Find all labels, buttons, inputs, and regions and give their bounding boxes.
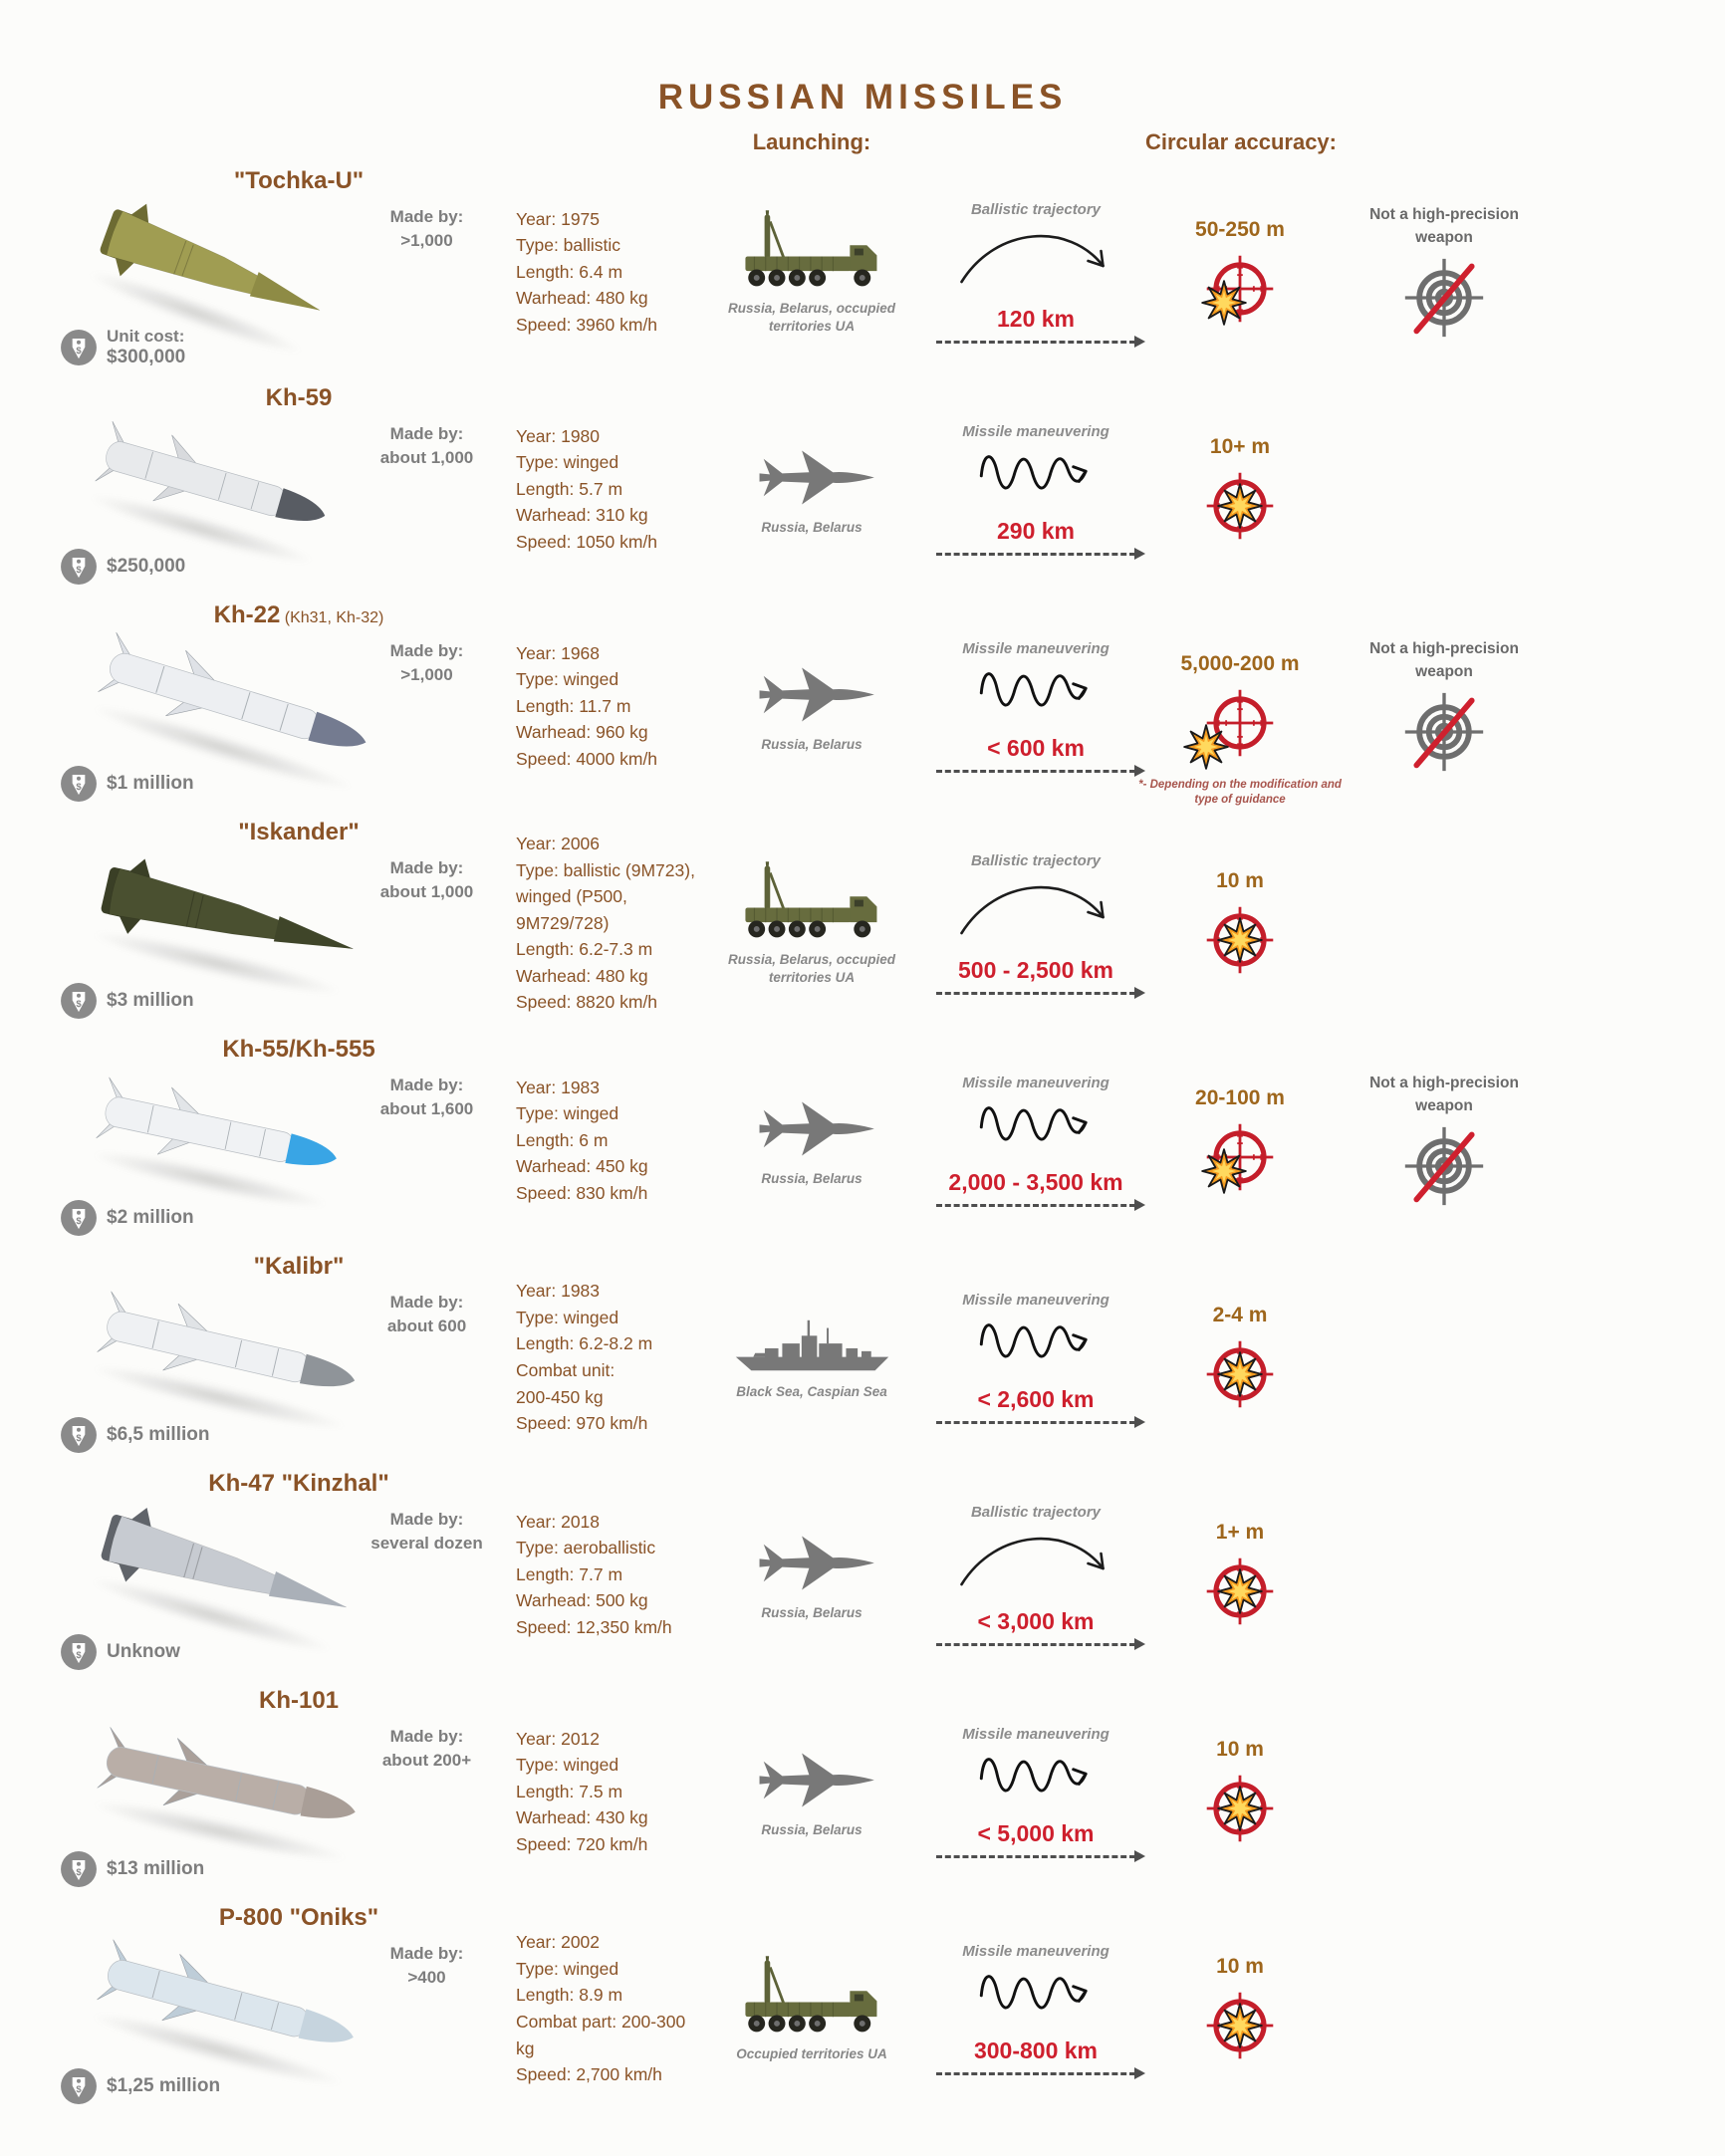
missile-cell xyxy=(60,1900,498,2117)
svg-text:$: $ xyxy=(76,781,82,793)
unit-cost-value: $3 million xyxy=(107,990,194,1011)
spec-line: Year: 1983 xyxy=(516,1281,601,1302)
fighter-jet-icon xyxy=(745,657,879,732)
accuracy-cell xyxy=(1145,1032,1335,1249)
missile-graphic-round xyxy=(81,1280,376,1427)
spec-line: Length: 6.2-7.3 m xyxy=(516,939,653,960)
missile-row xyxy=(60,1900,1725,2117)
trajectory-cell xyxy=(926,1683,1145,1900)
accuracy-value: 10 m xyxy=(1216,869,1264,892)
unit-cost-value: Unknow xyxy=(107,1641,180,1662)
price-tag-icon xyxy=(60,765,98,803)
unit-cost xyxy=(60,1633,180,1671)
range-arrow-icon xyxy=(936,992,1135,995)
explosion-icon xyxy=(1217,2003,1263,2048)
missile-row xyxy=(60,380,1725,598)
spec-line: Speed: 8820 km/h xyxy=(516,992,658,1013)
svg-text:$: $ xyxy=(76,1215,82,1227)
price-tag-icon xyxy=(60,2067,98,2105)
price-tag-icon xyxy=(60,1199,98,1237)
spec-line: Year: 2002 xyxy=(516,1932,601,1953)
range-arrow-icon xyxy=(936,2072,1135,2075)
explosion-icon xyxy=(1217,1568,1263,1614)
missile-maneuvering-icon xyxy=(974,1311,1099,1372)
spec-line: Speed: 830 km/h xyxy=(516,1182,648,1203)
made-by xyxy=(360,424,494,468)
missile-specs xyxy=(498,380,697,598)
trajectory-cell xyxy=(926,598,1145,815)
unit-cost-label: Unit cost: xyxy=(107,327,185,346)
missile-graphic-round xyxy=(82,1716,377,1858)
spec-line: Year: 2012 xyxy=(516,1728,601,1749)
missile-image xyxy=(81,1280,376,1427)
trajectory-label: Ballistic trajectory xyxy=(970,851,1102,869)
spec-line: Year: 1968 xyxy=(516,642,601,663)
missile-cell xyxy=(60,380,498,598)
unit-cost xyxy=(60,982,194,1020)
explosion-icon xyxy=(1183,724,1229,770)
launch-locations: Russia, Belarus xyxy=(761,1605,862,1621)
range-value: 500 - 2,500 km xyxy=(957,956,1113,983)
spec-line: 9M729/728) xyxy=(516,912,610,933)
target-hit-icon xyxy=(1203,903,1277,977)
unit-cost-value: $13 million xyxy=(107,1858,205,1879)
accuracy-footnote: *- Depending on the modification and type of guidance xyxy=(1138,778,1342,807)
missile-maneuvering-icon xyxy=(974,659,1099,721)
spec-line: Speed: 720 km/h xyxy=(516,1833,648,1854)
launch-locations: Russia, Belarus, occupied territories UA xyxy=(727,300,896,334)
trajectory-cell xyxy=(926,1032,1145,1249)
unit-cost xyxy=(60,2067,220,2105)
trajectory-label: Missile maneuvering xyxy=(962,422,1109,440)
spec-line: Length: 5.7 m xyxy=(516,478,623,499)
fighter-jet-icon xyxy=(745,1526,879,1600)
range-value: 290 km xyxy=(996,517,1075,544)
spec-line: Speed: 1050 km/h xyxy=(516,531,658,552)
missile-row xyxy=(60,1032,1725,1249)
launch-locations: Russia, Belarus xyxy=(761,520,862,536)
made-by-value: about 1,600 xyxy=(379,1099,474,1118)
fighter-jet-icon xyxy=(745,440,879,515)
missile-cell xyxy=(60,163,498,380)
target-hit-icon xyxy=(1203,1772,1277,1845)
made-by-value: about 1,000 xyxy=(379,448,474,467)
target-hit-icon xyxy=(1203,252,1277,326)
trajectory-cell xyxy=(926,1900,1145,2117)
spec-line: Type: aeroballistic xyxy=(516,1538,656,1558)
made-by xyxy=(360,1727,494,1771)
missile-specs xyxy=(498,163,697,380)
spec-line: Warhead: 480 kg xyxy=(516,965,648,986)
missile-maneuvering-icon xyxy=(974,1745,1099,1806)
tel-truck-icon xyxy=(737,1954,886,2041)
trajectory-cell xyxy=(926,380,1145,598)
accuracy-cell xyxy=(1145,1466,1335,1683)
price-tag-icon xyxy=(60,329,98,366)
missile-rows xyxy=(60,163,1725,2117)
made-by-label: Made by: xyxy=(389,1293,464,1312)
svg-text:$: $ xyxy=(76,2083,82,2095)
accuracy-value: 10 m xyxy=(1216,1955,1264,1978)
spec-line: Warhead: 430 kg xyxy=(516,1807,648,1828)
made-by xyxy=(360,207,494,251)
crossed-target-icon xyxy=(1401,1123,1487,1209)
launch-locations: Russia, Belarus, occupied territories UA xyxy=(727,951,896,985)
not-precise-note xyxy=(1335,598,1554,815)
circular-accuracy-header: Circular accuracy: xyxy=(1145,129,1337,154)
target-hit-icon xyxy=(1203,1555,1277,1628)
unit-cost-value: $300,000 xyxy=(107,347,186,367)
made-by-value: >400 xyxy=(407,1968,446,1987)
missile-name-suffix: (Kh31, Kh-32) xyxy=(280,609,384,626)
spec-line: Warhead: 310 kg xyxy=(516,505,648,526)
spec-line: Warhead: 960 kg xyxy=(516,722,648,743)
target-hit-icon xyxy=(1203,469,1277,543)
range-value: < 2,600 km xyxy=(977,1385,1095,1412)
accuracy-cell xyxy=(1145,1683,1335,1900)
spec-line: Combat unit: xyxy=(516,1360,616,1380)
accuracy-cell xyxy=(1145,1900,1335,2117)
missile-specs xyxy=(498,1683,697,1900)
svg-text:$: $ xyxy=(76,1432,82,1444)
price-tag-icon xyxy=(60,1416,98,1454)
svg-text:$: $ xyxy=(76,345,82,357)
made-by-label: Made by: xyxy=(389,858,464,877)
range-value: < 5,000 km xyxy=(977,1819,1095,1846)
made-by-label: Made by: xyxy=(389,1727,464,1746)
missile-row xyxy=(60,598,1725,815)
svg-text:$: $ xyxy=(76,1649,82,1661)
missile-specs xyxy=(498,1900,697,2117)
spec-line: Year: 1980 xyxy=(516,425,601,446)
unit-cost xyxy=(60,1416,209,1454)
missile-row xyxy=(60,1249,1725,1466)
trajectory-label: Ballistic trajectory xyxy=(970,1503,1102,1521)
launch-locations: Occupied territories UA xyxy=(736,2045,887,2061)
unit-cost xyxy=(60,327,185,368)
spec-line: 200-450 kg xyxy=(516,1386,604,1407)
accuracy-cell xyxy=(1138,598,1342,815)
missile-row xyxy=(60,1466,1725,1683)
launch-platform xyxy=(697,380,926,598)
made-by xyxy=(360,641,494,685)
not-precise-text: Not a high-precision weapon xyxy=(1369,205,1519,246)
not-precise-text: Not a high-precision weapon xyxy=(1369,639,1519,680)
missile-name: "Iskander" xyxy=(238,819,360,845)
spec-line: Speed: 12,350 km/h xyxy=(516,1616,672,1637)
missile-name: P-800 "Oniks" xyxy=(218,1904,379,1931)
missile-cell xyxy=(60,1032,498,1249)
missile-name: Kh-101 xyxy=(258,1687,340,1714)
accuracy-cell xyxy=(1145,815,1335,1032)
missile-row xyxy=(60,1683,1725,1900)
made-by-label: Made by: xyxy=(389,424,464,443)
unit-cost-value: $6,5 million xyxy=(107,1424,210,1445)
range-arrow-icon xyxy=(936,770,1135,773)
launch-locations: Russia, Belarus xyxy=(761,1822,862,1838)
spec-line: Warhead: 500 kg xyxy=(516,1590,648,1611)
trajectory-label: Missile maneuvering xyxy=(962,639,1109,657)
missile-cell xyxy=(60,1683,498,1900)
range-arrow-icon xyxy=(936,341,1135,344)
fighter-jet-icon xyxy=(745,1091,879,1166)
trajectory-label: Missile maneuvering xyxy=(962,1291,1109,1309)
not-precise-note xyxy=(1335,1032,1554,1249)
spec-line: Type: winged xyxy=(516,669,619,690)
made-by-value: >1,000 xyxy=(400,231,453,250)
launch-platform xyxy=(697,1249,926,1466)
missile-maneuvering-icon xyxy=(974,442,1099,504)
trajectory-cell xyxy=(926,815,1145,1032)
range-value: < 600 km xyxy=(987,734,1085,761)
launch-platform xyxy=(697,1683,926,1900)
accuracy-value: 10+ m xyxy=(1209,435,1271,458)
missile-cell xyxy=(60,598,498,815)
svg-text:$: $ xyxy=(76,998,82,1010)
price-tag-icon xyxy=(60,1850,98,1888)
missile-maneuvering-icon xyxy=(974,1093,1099,1155)
column-headers xyxy=(60,121,1725,163)
spec-line: Type: ballistic xyxy=(516,235,621,256)
launch-platform xyxy=(697,815,926,1032)
missile-name: Kh-47 "Kinzhal" xyxy=(208,1470,389,1497)
target-hit-icon xyxy=(1203,1989,1277,2062)
accuracy-value: 1+ m xyxy=(1215,1521,1265,1544)
trajectory-cell xyxy=(926,1466,1145,1683)
explosion-icon xyxy=(1217,917,1263,963)
missile-graphic-cone xyxy=(80,1493,367,1650)
range-value: 2,000 - 3,500 km xyxy=(948,1168,1123,1195)
page-title: RUSSIAN MISSILES xyxy=(657,78,1068,117)
range-arrow-icon xyxy=(936,1204,1135,1207)
launch-locations: Black Sea, Caspian Sea xyxy=(736,1383,887,1399)
explosion-icon xyxy=(1201,1148,1247,1194)
missile-cell xyxy=(60,1249,498,1466)
trajectory-label: Missile maneuvering xyxy=(962,1942,1109,1960)
unit-cost xyxy=(60,1199,194,1237)
made-by-label: Made by: xyxy=(389,1076,464,1094)
ballistic-trajectory-icon xyxy=(949,871,1123,943)
made-by xyxy=(360,1510,494,1554)
unit-cost xyxy=(60,548,185,586)
trajectory-label: Missile maneuvering xyxy=(962,1074,1109,1091)
spec-line: Length: 6 m xyxy=(516,1129,609,1150)
spec-line: Year: 1983 xyxy=(516,1077,601,1097)
accuracy-value: 20-100 m xyxy=(1195,1086,1285,1109)
missile-image xyxy=(81,1928,377,2084)
accuracy-cell xyxy=(1145,380,1335,598)
spec-line: Speed: 970 km/h xyxy=(516,1413,648,1434)
spec-line: Warhead: 450 kg xyxy=(516,1156,648,1177)
tel-truck-icon xyxy=(737,859,886,947)
made-by-value: >1,000 xyxy=(400,665,453,684)
price-tag-icon xyxy=(60,548,98,586)
price-tag-icon xyxy=(60,1633,98,1671)
accuracy-value: 5,000-200 m xyxy=(1180,652,1300,675)
range-value: 120 km xyxy=(996,305,1075,332)
trajectory-label: Ballistic trajectory xyxy=(970,200,1102,218)
missile-image xyxy=(82,1716,377,1858)
range-value: < 3,000 km xyxy=(977,1607,1095,1634)
accuracy-cell xyxy=(1145,1249,1335,1466)
made-by-label: Made by: xyxy=(389,1510,464,1529)
made-by-value: about 600 xyxy=(386,1317,467,1335)
missile-specs xyxy=(498,1466,697,1683)
made-by-value: about 200+ xyxy=(381,1751,472,1770)
spec-line: Type: winged xyxy=(516,1307,619,1327)
missile-image xyxy=(81,1067,357,1205)
missile-maneuvering-icon xyxy=(974,1962,1099,2024)
not-precise-note xyxy=(1335,163,1554,380)
explosion-icon xyxy=(1217,483,1263,529)
missile-specs xyxy=(498,1032,697,1249)
target-hit-icon xyxy=(1203,1120,1277,1194)
ballistic-trajectory-icon xyxy=(949,220,1123,292)
range-arrow-icon xyxy=(936,1643,1135,1646)
missile-cell xyxy=(60,815,498,1032)
not-precise-text: Not a high-precision weapon xyxy=(1369,1074,1519,1114)
crossed-target-icon xyxy=(1401,689,1487,775)
range-value: 300-800 km xyxy=(973,2036,1099,2063)
launch-platform xyxy=(697,163,926,380)
target-hit-icon xyxy=(1203,1337,1277,1411)
range-arrow-icon xyxy=(936,1421,1135,1424)
missile-row xyxy=(60,815,1725,1032)
crossed-target-icon xyxy=(1401,255,1487,341)
launch-platform xyxy=(697,598,926,815)
accuracy-value: 10 m xyxy=(1216,1738,1264,1761)
accuracy-value: 2-4 m xyxy=(1212,1304,1268,1326)
price-tag-icon xyxy=(60,982,98,1020)
range-arrow-icon xyxy=(936,1855,1135,1858)
spec-line: Year: 2006 xyxy=(516,833,601,853)
unit-cost xyxy=(60,765,194,803)
ballistic-trajectory-icon xyxy=(949,1523,1123,1594)
launch-locations: Russia, Belarus xyxy=(761,737,862,753)
made-by-label: Made by: xyxy=(389,641,464,660)
spec-line: Length: 6.4 m xyxy=(516,261,623,282)
missile-image xyxy=(80,1493,367,1650)
svg-text:$: $ xyxy=(76,1866,82,1878)
spec-line: Type: winged xyxy=(516,1103,619,1124)
spec-line: Year: 1975 xyxy=(516,208,601,229)
spec-line: Length: 7.5 m xyxy=(516,1781,623,1801)
explosion-icon xyxy=(1201,280,1247,326)
spec-line: Warhead: 480 kg xyxy=(516,288,648,309)
missile-name: "Kalibr" xyxy=(253,1253,345,1280)
spec-line: Length: 6.2-8.2 m xyxy=(516,1333,653,1354)
missile-name: Kh-59 xyxy=(265,384,333,411)
explosion-icon xyxy=(1217,1786,1263,1831)
launching-header: Launching: xyxy=(752,129,871,154)
unit-cost-value: $250,000 xyxy=(107,556,186,577)
missile-name: Kh-55/Kh-555 xyxy=(222,1036,375,1063)
launch-platform xyxy=(697,1900,926,2117)
missile-name: "Tochka-U" xyxy=(233,167,365,194)
unit-cost-value: $1 million xyxy=(107,773,194,794)
spec-line: Speed: 4000 km/h xyxy=(516,748,658,769)
launch-locations: Russia, Belarus xyxy=(761,1171,862,1187)
fighter-jet-icon xyxy=(745,1743,879,1817)
trajectory-label: Missile maneuvering xyxy=(962,1725,1109,1743)
made-by-label: Made by: xyxy=(389,1944,464,1963)
made-by-label: Made by: xyxy=(389,207,464,226)
unit-cost xyxy=(60,1850,204,1888)
spec-line: Length: 8.9 m xyxy=(516,1985,623,2006)
warship-icon xyxy=(730,1314,894,1379)
made-by xyxy=(360,1293,494,1336)
missile-graphic-round xyxy=(81,1928,377,2084)
made-by xyxy=(360,1076,494,1119)
spec-line: Speed: 3960 km/h xyxy=(516,314,658,335)
target-hit-icon xyxy=(1203,686,1277,760)
missile-name: Kh-22 (Kh31, Kh-32) xyxy=(213,601,384,628)
launch-platform xyxy=(697,1466,926,1683)
missile-specs xyxy=(498,598,697,815)
unit-cost-value: $2 million xyxy=(107,1207,194,1228)
trajectory-cell xyxy=(926,163,1145,380)
spec-line: Type: winged xyxy=(516,452,619,473)
missile-graphic-round xyxy=(80,410,348,563)
tel-truck-icon xyxy=(737,208,886,296)
accuracy-cell xyxy=(1145,163,1335,380)
spec-line: Length: 7.7 m xyxy=(516,1563,623,1584)
missile-specs xyxy=(498,1249,697,1466)
made-by xyxy=(360,1944,494,1988)
missile-image xyxy=(81,846,371,993)
made-by xyxy=(360,858,494,902)
spec-line: Length: 11.7 m xyxy=(516,695,631,716)
spec-line: Type: ballistic (9M723), xyxy=(516,859,695,880)
spec-line: Type: winged xyxy=(516,1755,619,1776)
spec-line: Year: 2018 xyxy=(516,1511,601,1532)
missile-row xyxy=(60,163,1725,380)
svg-text:$: $ xyxy=(76,564,82,576)
missile-specs xyxy=(498,815,697,1032)
trajectory-cell xyxy=(926,1249,1145,1466)
missile-graphic-round xyxy=(81,1067,357,1205)
unit-cost-value: $1,25 million xyxy=(107,2075,221,2096)
spec-line: winged (P500, xyxy=(516,886,627,907)
launch-platform xyxy=(697,1032,926,1249)
spec-line: Type: winged xyxy=(516,1958,619,1979)
made-by-value: about 1,000 xyxy=(379,882,474,901)
missile-image xyxy=(80,410,348,563)
accuracy-value: 50-250 m xyxy=(1195,218,1285,241)
spec-line: Speed: 2,700 km/h xyxy=(516,2064,662,2085)
missile-graphic-cone xyxy=(81,846,371,993)
range-arrow-icon xyxy=(936,553,1135,556)
spec-line: Combat part: 200-300 kg xyxy=(516,2012,686,2058)
missile-cell xyxy=(60,1466,498,1683)
explosion-icon xyxy=(1217,1351,1263,1397)
made-by-value: several dozen xyxy=(370,1534,483,1553)
